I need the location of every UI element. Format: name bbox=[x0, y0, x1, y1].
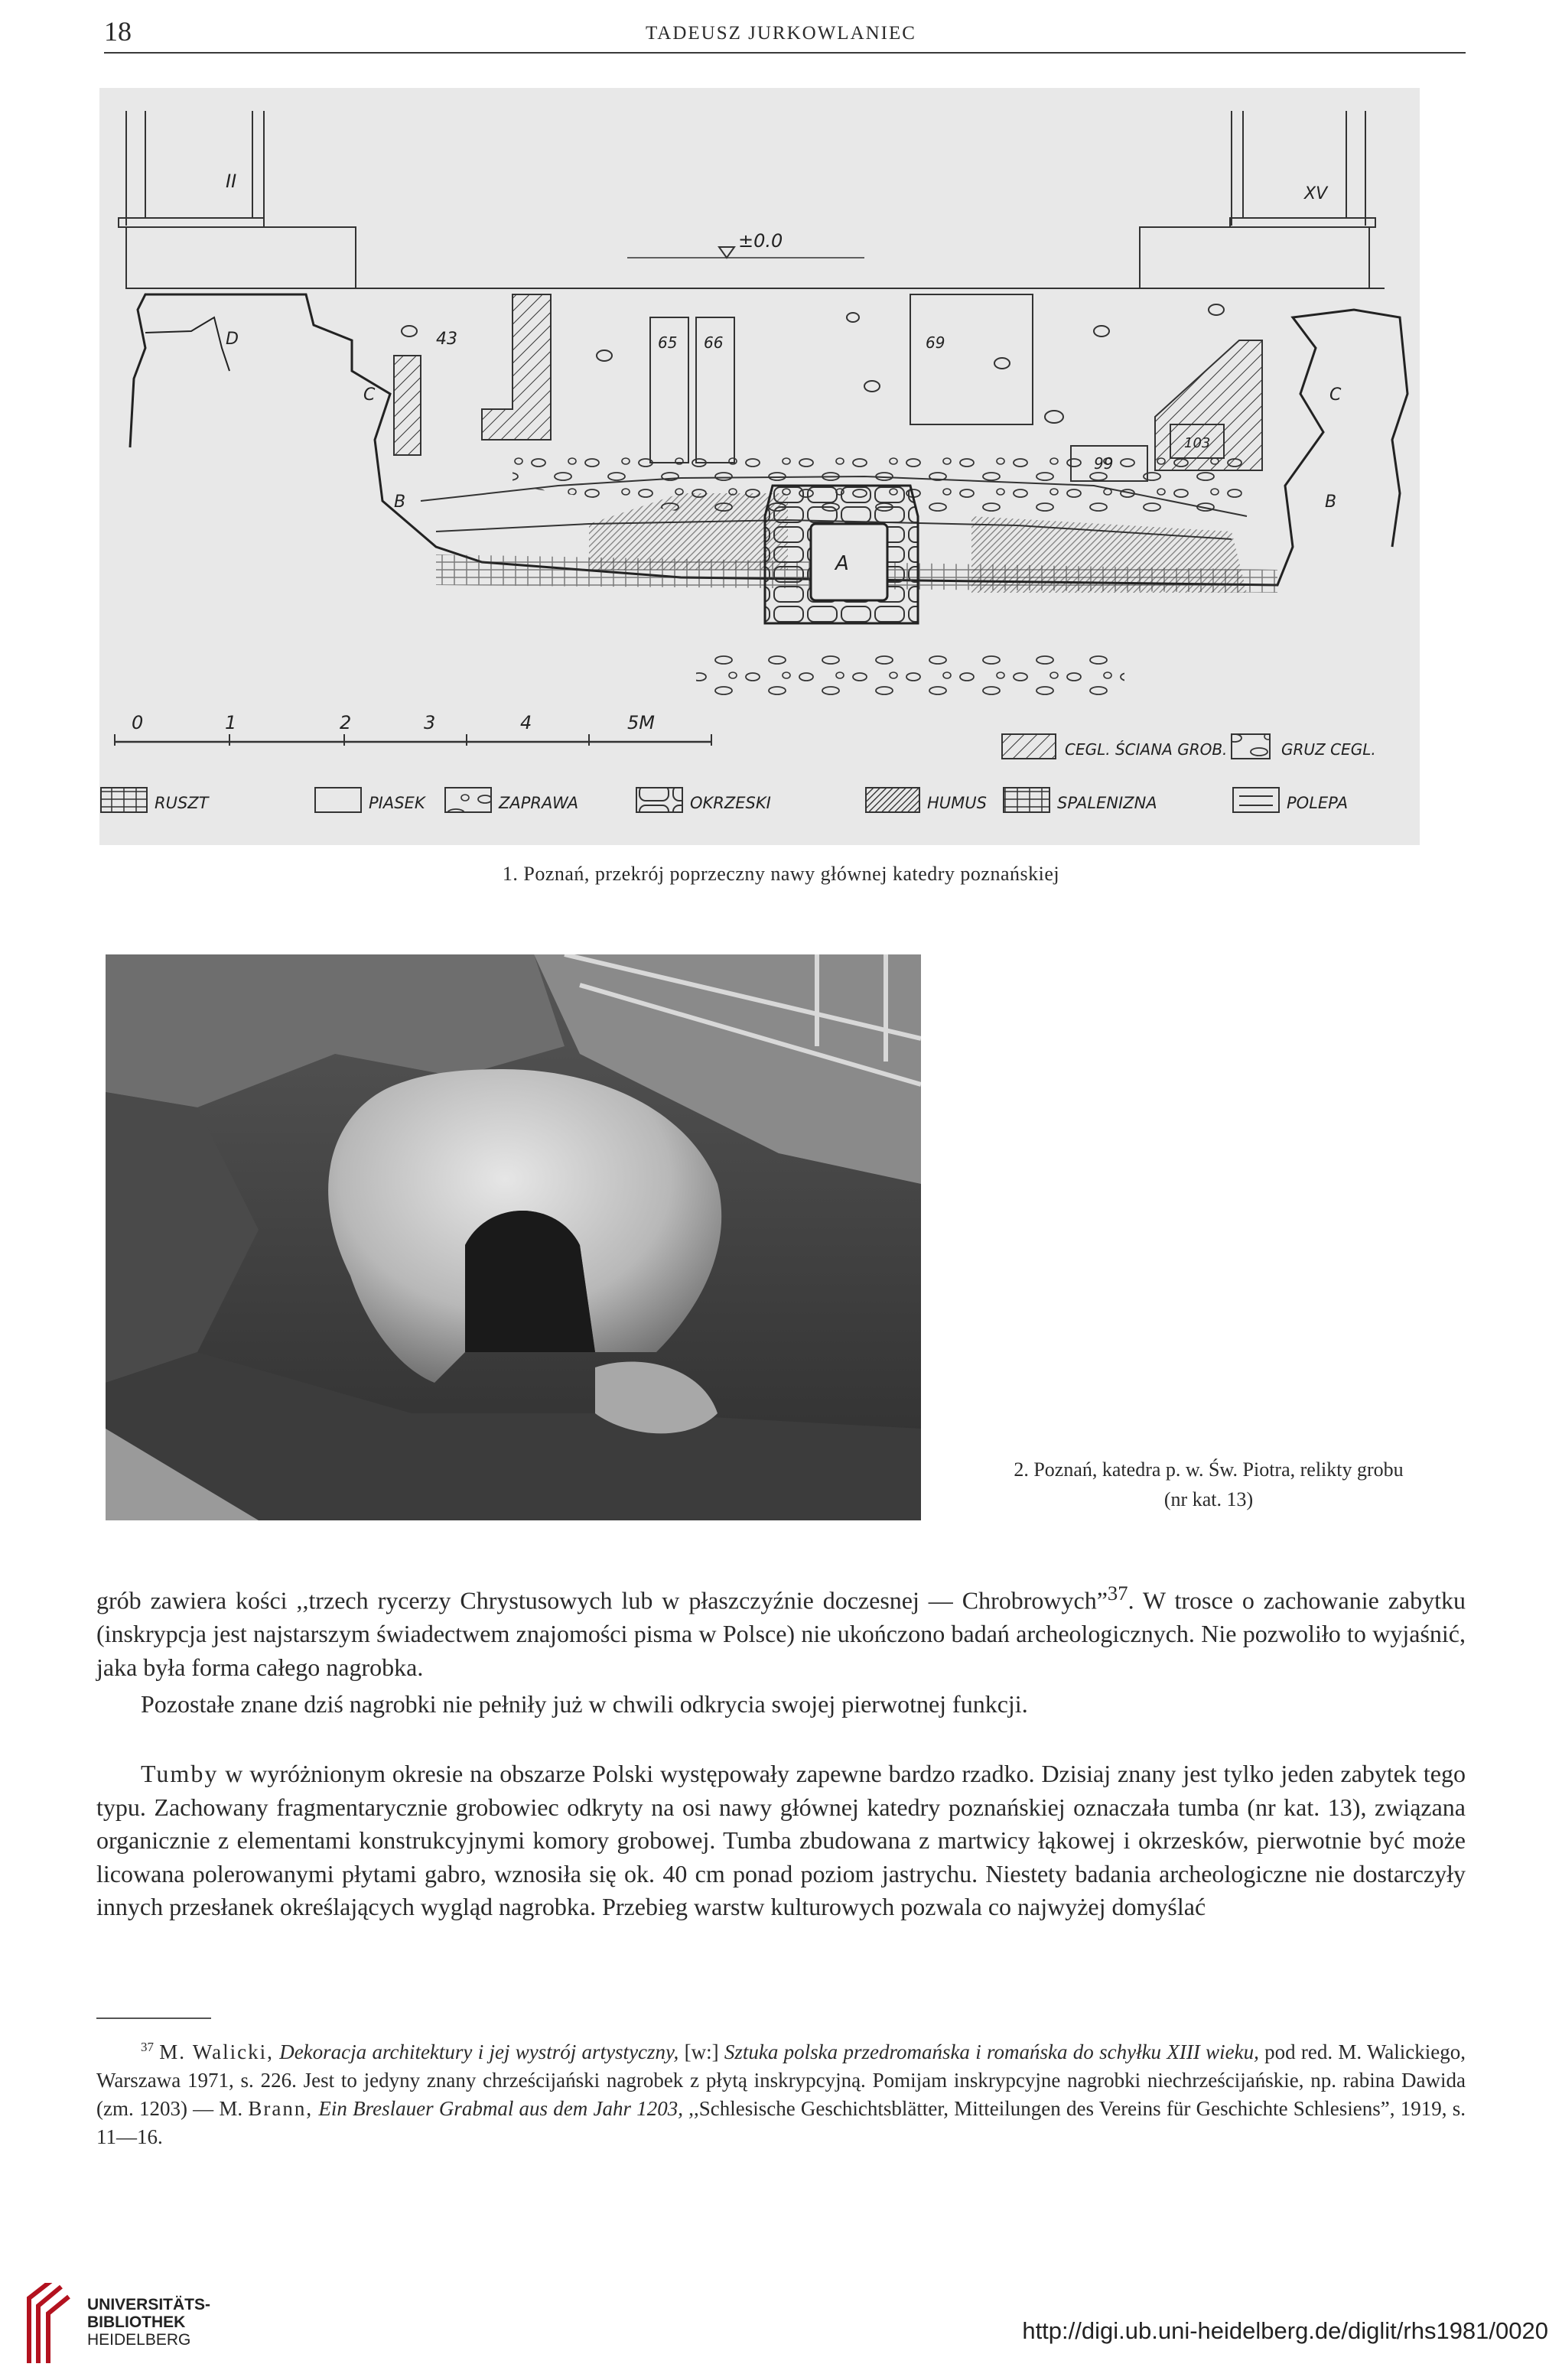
legend-piasek: PIASEK bbox=[369, 794, 425, 812]
paragraph-1-text-rest: . W trosce o zachowanie zabytku (inskrypcja jest najstarszym świadectwem znajomości pisma w Polsce) nie ukończono badań archeologicznych. Nie pozwoliło to wyjaśnić, jaka była forma całego nagrobka. bbox=[96, 1586, 1466, 1681]
legend-polepa: POLEPA bbox=[1287, 794, 1349, 812]
legend-zaprawa: ZAPRAWA bbox=[499, 794, 579, 812]
running-head: TADEUSZ JURKOWLANIEC bbox=[646, 23, 916, 44]
footnote-37: $^{37}$ M. Walicki, Dekoracja architektury i jej wystrój artystyczny, [w:] Sztuka polska przedromańska i romańska do schyłku XIII wieku, pod red. M. Walickiego, Warszawa 1971, s. 226. Jest to jedyny znany chrześcijański nagrobek z płytą inskrypcyjną. Pomijam inskrypcyjne nagrobki niechrześcijańskie, np. rabina Dawida (zm. 1203) — M. Brann, Ein Breslauer Grabmal aus dem Jahr 1203, ,,Schlesische Geschichtsblätter, Mitteilungen des Vereins für Geschichte Schlesiens”, 1919, s. 11—16. bbox=[96, 2040, 1466, 2148]
svg-text:D: D bbox=[226, 330, 239, 349]
paragraph-3 bbox=[96, 1757, 1466, 1924]
pier-right bbox=[1140, 111, 1375, 288]
legend-gruz: GRUZ CEGL. bbox=[1281, 740, 1376, 759]
library-name: UNIVERSITÄTS- BIBLIOTHEK HEIDELBERG bbox=[87, 2296, 211, 2349]
paragraph-1 bbox=[96, 1577, 1466, 1684]
svg-text:99: 99 bbox=[1094, 454, 1114, 473]
paragraph-1-text: grób zawiera kości ,,trzech rycerzy Chrystusowych lub w płaszczyźnie doczesnej — Chrobrowych” bbox=[96, 1586, 1108, 1614]
svg-text:C: C bbox=[1329, 385, 1342, 405]
svg-text:B: B bbox=[1325, 493, 1337, 512]
figure2-caption-line1: 2. Poznań, katedra p. w. Św. Piotra, relikty grobu bbox=[1014, 1458, 1404, 1481]
scale-tick-1: 1 bbox=[225, 712, 237, 733]
page-number: 18 bbox=[104, 16, 132, 47]
label-pier-left: II bbox=[226, 171, 237, 192]
pier-left bbox=[119, 111, 356, 288]
scale-tick-4: 4 bbox=[520, 712, 532, 733]
header-rule bbox=[104, 52, 1466, 54]
legend-humus: HUMUS bbox=[927, 794, 987, 812]
svg-text:43: 43 bbox=[436, 330, 457, 349]
cross-section-svg bbox=[99, 88, 1420, 845]
figure2-caption bbox=[949, 1455, 1469, 1514]
tomb-photograph bbox=[106, 954, 921, 1520]
legend-cegl-sciana: CEGL. ŚCIANA GROB. bbox=[1065, 740, 1228, 759]
scale-tick-0: 0 bbox=[132, 712, 144, 733]
svg-text:65: 65 bbox=[658, 333, 678, 352]
scale-tick-2: 2 bbox=[340, 712, 352, 733]
label-datum: ±0.0 bbox=[738, 230, 783, 252]
footnote-ref-37: 37 bbox=[1107, 1582, 1128, 1605]
scale-tick-5m: 5M bbox=[627, 712, 655, 733]
cross-section-drawing bbox=[99, 88, 1420, 845]
footnote-rule bbox=[96, 2017, 211, 2019]
svg-text:103: 103 bbox=[1184, 435, 1211, 451]
tomb-photo-svg bbox=[106, 954, 921, 1520]
svg-text:B: B bbox=[394, 493, 406, 512]
legend-okrzeski: OKRZESKI bbox=[690, 794, 771, 812]
label-tomb-a: A bbox=[835, 552, 849, 575]
svg-text:C: C bbox=[363, 385, 376, 405]
label-pier-right: XV bbox=[1304, 184, 1328, 203]
scale-bar bbox=[115, 712, 711, 746]
paragraph-3-text: w wyróżnionym okresie na obszarze Polski występowały zapewne bardzo rzadko. Dzisiaj znany jest tylko jeden zabytek tego typu. Zachowany fragmentarycznie grobowiec odkryty na osi nawy głównej katedry poznańskiej oznaczała tumba (nr kat. 13), związana organicznie z elementami konstrukcyjnymi komory grobowej. Tumba zbudowana z martwicy łąkowej i okrzesków, pierwotnie być może licowana polerowanymi płytami gabro, wznosiła się ok. 40 cm ponad poziom jastrychu. Niestety badania archeologiczne nie dostarczyły innych przesłanek określających wygląd nagrobka. Przebieg warstw kulturowych pozwala co najwyżej domyślać bbox=[96, 1760, 1466, 1920]
scale-tick-3: 3 bbox=[424, 712, 436, 733]
svg-text:66: 66 bbox=[704, 333, 724, 352]
paragraph-2: Pozostałe znane dziś nagrobki nie pełniły już w chwili odkrycia swojej pierwotnej funkcji. bbox=[141, 1690, 1028, 1718]
paragraph-3-lead: Tumby bbox=[141, 1760, 219, 1787]
legend-spalenizna: SPALENIZNA bbox=[1057, 794, 1157, 812]
legend-ruszt: RUSZT bbox=[155, 794, 209, 812]
svg-text:69: 69 bbox=[926, 333, 945, 352]
library-logo-icon bbox=[23, 2283, 73, 2367]
figure1-caption: 1. Poznań, przekrój poprzeczny nawy głównej katedry poznańskiej bbox=[502, 863, 1060, 885]
source-url-link[interactable]: http://digi.ub.uni-heidelberg.de/diglit/rhs1981/0020 bbox=[1022, 2317, 1548, 2344]
figure2-caption-line2: (nr kat. 13) bbox=[1163, 1488, 1254, 1510]
